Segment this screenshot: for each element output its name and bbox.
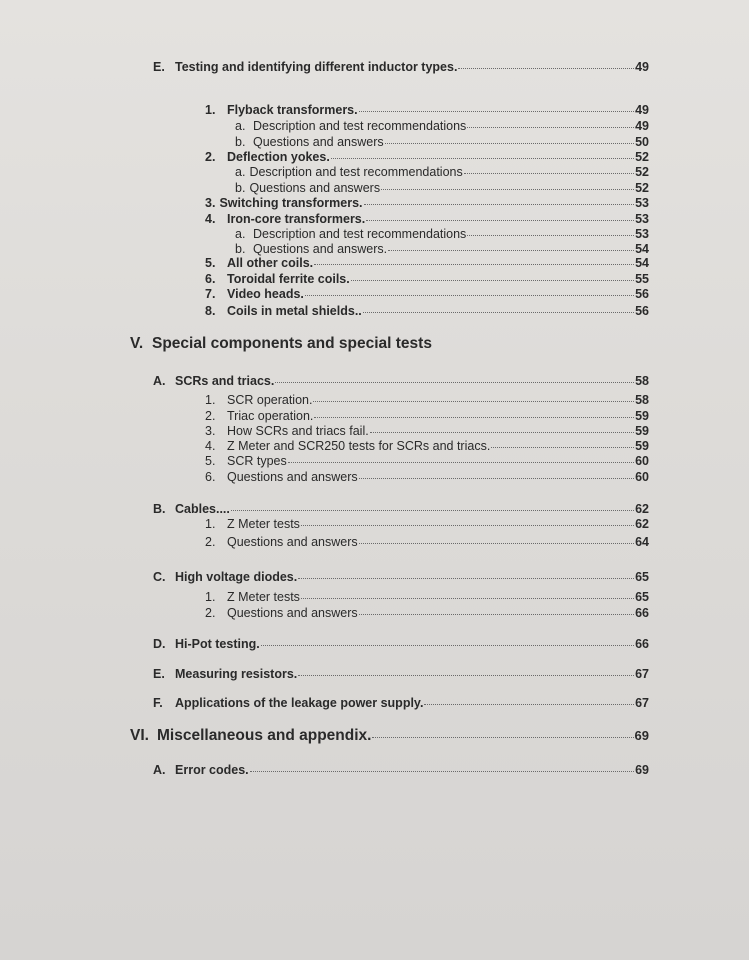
toc-entry-number: A. [153,374,166,388]
dot-leader [288,462,634,463]
toc-entry-va6 [205,470,649,484]
toc-page-number: 58 [635,374,649,388]
toc-page-number: 55 [635,272,649,286]
toc-entry-title: Questions and answers [227,606,358,620]
dot-leader [314,417,634,418]
dot-leader [388,250,634,251]
toc-entry-e4b [235,242,649,256]
toc-entry-title: SCRs and triacs. [175,374,275,388]
toc-entry-title: Z Meter and SCR250 tests for SCRs and triacs. [227,439,491,453]
toc-page-number: 49 [635,119,649,133]
toc-entry-e2a [235,165,649,179]
toc-entry-e6 [205,272,649,286]
toc-entry-title: How SCRs and triacs fail. [227,424,369,438]
toc-entry-number: 1. [205,517,216,531]
toc-entry-number: D. [153,637,166,651]
toc-entry-title: Switching transformers. [219,196,363,210]
toc-page-number: 59 [635,409,649,423]
toc-entry-number: 8. [205,304,216,318]
toc-entry-number: 4. [205,439,216,453]
toc-entry-number: 1. [205,393,216,407]
toc-entry-number: V. [130,335,144,352]
toc-entry-e-inductors [153,60,649,74]
dot-leader [313,401,634,402]
toc-entry-number: 7. [205,287,216,301]
toc-entry-e4a [235,227,649,241]
toc-entry-number: 1. [205,103,216,117]
toc-entry-e4 [205,212,649,226]
dot-leader [385,143,634,144]
toc-page-number: 49 [635,60,649,74]
toc-entry-number: 3. [205,196,216,210]
toc-page-number: 49 [635,103,649,117]
dot-leader [464,173,634,174]
toc-entry-number: 6. [205,470,216,484]
dot-leader [351,280,634,281]
dot-leader [491,447,634,448]
toc-page-number: 64 [635,535,649,549]
toc-entry-title: Cables.... [175,502,230,516]
toc-entry-title: Deflection yokes. [227,150,330,164]
toc-entry-number: b. [235,181,246,195]
dot-leader [250,771,634,772]
toc-entry-vi [130,727,649,745]
toc-page-number: 66 [635,606,649,620]
toc-entry-number: 2. [205,409,216,423]
toc-page-number: 67 [635,696,649,710]
toc-page-number: 56 [635,287,649,301]
toc-entry-e7 [205,287,649,301]
toc-entry-e5 [205,256,649,270]
dot-leader [331,158,634,159]
toc-entry-title: Miscellaneous and appendix. [157,727,372,744]
toc-entry-number: E. [153,667,165,681]
toc-entry-e1b [235,135,649,149]
dot-leader [467,235,634,236]
toc-entry-title: Description and test recommendations [253,119,467,133]
toc-page-number: 52 [635,165,649,179]
toc-entry-title: Questions and answers. [253,242,388,256]
dot-leader [467,127,634,128]
toc-entry-number: VI. [130,727,149,744]
toc-entry-e3 [205,196,649,210]
toc-page-number: 65 [635,590,649,604]
dot-leader [372,737,633,738]
toc-entry-title: Questions and answers [227,535,358,549]
toc-entry-number: 4. [205,212,216,226]
toc-page-number: 54 [635,242,649,256]
toc-page-number: 66 [635,637,649,651]
toc-entry-title: Applications of the leakage power supply. [175,696,424,710]
toc-entry-vb2 [205,535,649,549]
toc-entry-number: E. [153,60,165,74]
toc-entry-title: Iron-core transformers. [227,212,366,226]
dot-leader [231,510,634,511]
dot-leader [364,204,635,205]
dot-leader [370,432,634,433]
dot-leader [359,111,634,112]
toc-entry-number: 1. [205,590,216,604]
toc-entry-number: A. [153,763,166,777]
toc-entry-vd [153,637,649,651]
dot-leader [314,264,634,265]
toc-page-number: 65 [635,570,649,584]
dot-leader [301,525,634,526]
toc-entry-vc2 [205,606,649,620]
dot-leader [366,220,634,221]
toc-page-number: 69 [635,763,649,777]
dot-leader [363,312,634,313]
toc-page-number: 53 [635,196,649,210]
toc-entry-title: Error codes. [175,763,249,777]
toc-entry-via [153,763,649,777]
toc-entry-va4 [205,439,649,453]
toc-page-number: 60 [635,470,649,484]
toc-entry-va1 [205,393,649,407]
toc-entry-title: Special components and special tests [152,335,432,352]
toc-page-number: 59 [635,439,649,453]
toc-entry-vc1 [205,590,649,604]
toc-entry-ve [153,667,649,681]
toc-entry-e2b [235,181,649,195]
toc-entry-title: Description and test recommendations [249,165,463,179]
toc-page-number: 60 [635,454,649,468]
toc-entry-title: All other coils. [227,256,314,270]
dot-leader [261,645,634,646]
toc-entry-number: 2. [205,535,216,549]
toc-page-number: 53 [635,227,649,241]
toc-entry-number: 2. [205,150,216,164]
toc-entry-va3 [205,424,649,438]
toc-entry-va2 [205,409,649,423]
toc-entry-va5 [205,454,649,468]
toc-entry-e1a [235,119,649,133]
toc-entry-number: C. [153,570,166,584]
toc-entry-number: b. [235,135,246,149]
dot-leader [298,675,634,676]
dot-leader [359,543,634,544]
toc-page-number: 53 [635,212,649,226]
dot-leader [305,295,634,296]
toc-page-number: 56 [635,304,649,318]
toc-entry-number: b. [235,242,246,256]
toc-entry-title: High voltage diodes. [175,570,298,584]
toc-entry-number: F. [153,696,163,710]
toc-entry-number: 2. [205,606,216,620]
toc-entry-title: Triac operation. [227,409,314,423]
toc-entry-title: SCR operation. [227,393,313,407]
toc-page-number: 69 [634,728,649,743]
toc-entry-v [130,335,432,353]
toc-entry-vf [153,696,649,710]
toc-entry-title: Z Meter tests [227,590,300,604]
toc-page-number: 67 [635,667,649,681]
toc-entry-number: 6. [205,272,216,286]
toc-entry-number: a. [235,119,246,133]
toc-entry-title: Toroidal ferrite coils. [227,272,350,286]
toc-entry-vc [153,570,649,584]
toc-page-number: 59 [635,424,649,438]
dot-leader [359,614,634,615]
toc-entry-number: B. [153,502,166,516]
toc-entry-title: Measuring resistors. [175,667,298,681]
toc-entry-number: a. [235,227,246,241]
toc-entry-title: Testing and identifying different inductor types. [175,60,458,74]
toc-entry-e2 [205,150,649,164]
toc-entry-title: Coils in metal shields.. [227,304,362,318]
toc-entry-title: Hi-Pot testing. [175,637,260,651]
toc-page-number: 52 [635,181,649,195]
dot-leader [381,189,634,190]
dot-leader [301,598,634,599]
toc-entry-number: 5. [205,256,216,270]
toc-entry-e8 [205,304,649,318]
toc-entry-title: Z Meter tests [227,517,300,531]
toc-entry-title: Flyback transformers. [227,103,358,117]
toc-entry-e1 [205,103,649,117]
dot-leader [275,382,634,383]
toc-page-number: 62 [635,502,649,516]
dot-leader [424,704,634,705]
dot-leader [458,68,634,69]
toc-entry-title: Video heads. [227,287,304,301]
toc-page-number: 54 [635,256,649,270]
toc-entry-vb1 [205,517,649,531]
toc-entry-va [153,374,649,388]
toc-page-number: 52 [635,150,649,164]
toc-page-number: 50 [635,135,649,149]
toc-entry-title: Questions and answers [249,181,381,195]
toc-entry-title: SCR types [227,454,287,468]
dot-leader [359,478,634,479]
toc-entry-title: Description and test recommendations [253,227,467,241]
toc-page-number: 62 [635,517,649,531]
toc-page-number: 58 [635,393,649,407]
toc-entry-vb [153,502,649,516]
dot-leader [298,578,634,579]
toc-entry-number: 5. [205,454,216,468]
toc-entry-number: 3. [205,424,216,438]
toc-entry-title: Questions and answers [227,470,358,484]
toc-entry-number: a. [235,165,246,179]
toc-entry-title: Questions and answers [253,135,384,149]
